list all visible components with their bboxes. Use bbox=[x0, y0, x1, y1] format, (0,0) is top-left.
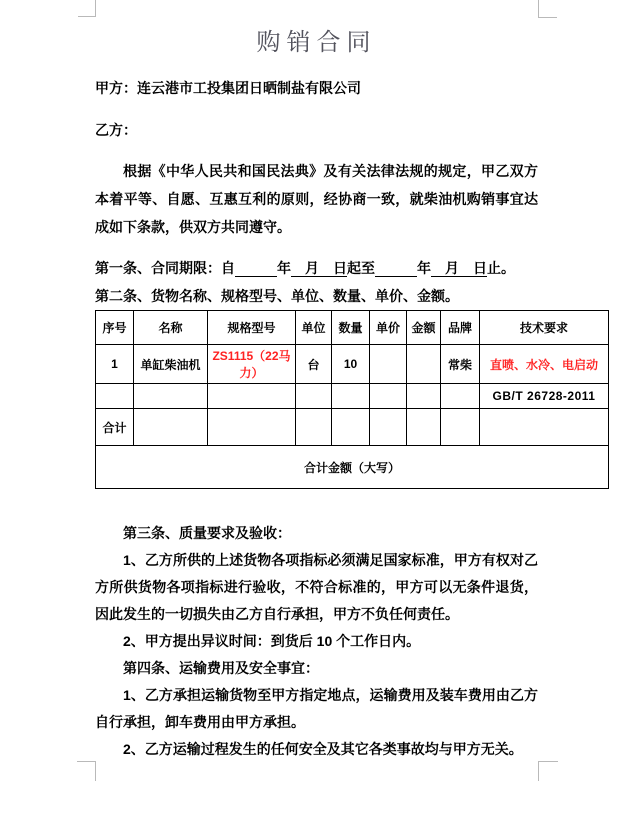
cell-empty bbox=[407, 409, 441, 446]
header-seq: 序号 bbox=[96, 311, 134, 345]
blank-year-start bbox=[235, 260, 277, 277]
clause-1-label: 第一条、合同期限： bbox=[95, 260, 221, 276]
margin-crop-mark-bottom-left bbox=[77, 761, 96, 781]
cell-empty bbox=[370, 409, 407, 446]
cell-empty bbox=[370, 384, 407, 409]
clause-2-heading: 第二条、货物名称、规格型号、单位、数量、单价、金额。 bbox=[95, 288, 459, 304]
clause-4-item-2: 2、乙方运输过程发生的任何安全及其它各类事故均与甲方无关。 bbox=[123, 741, 523, 757]
document-content bbox=[95, 0, 598, 763]
cell-qty: 10 bbox=[332, 345, 370, 384]
cell-empty bbox=[407, 384, 441, 409]
header-amount: 金额 bbox=[407, 311, 441, 345]
party-a-line: 甲方：连云港市工投集团日晒制盐有限公司 bbox=[95, 80, 361, 96]
header-spec: 规格型号 bbox=[208, 311, 296, 345]
clause-1-term-line bbox=[95, 254, 538, 282]
goods-table bbox=[95, 310, 609, 489]
clause-1-text: 年 bbox=[277, 260, 291, 276]
cell-unit-price bbox=[370, 345, 407, 384]
cell-empty bbox=[134, 409, 208, 446]
preamble-paragraph: 根据《中华人民共和国民法典》及有关法律法规的规定，甲乙双方本着平等、自愿、互惠互利的原则，经协商一致，就柴油机购销事宜达成如下条款，供双方共同遵守。 bbox=[95, 163, 538, 235]
header-unit-price: 单价 bbox=[370, 311, 407, 345]
blank-year-end bbox=[375, 260, 417, 277]
cell-unit: 台 bbox=[296, 345, 332, 384]
cell-name: 单缸柴油机 bbox=[134, 345, 208, 384]
party-b-line: 乙方： bbox=[95, 122, 137, 138]
blank-month-day-end: 月 日 bbox=[431, 260, 487, 276]
cell-empty bbox=[332, 409, 370, 446]
cell-empty bbox=[441, 409, 480, 446]
header-brand: 品牌 bbox=[441, 311, 480, 345]
table-row-standard bbox=[96, 384, 609, 409]
cell-amount bbox=[407, 345, 441, 384]
table-row-total bbox=[96, 409, 609, 446]
cell-tech: 直喷、水冷、电启动 bbox=[480, 345, 609, 384]
cell-total-label: 合计 bbox=[96, 409, 134, 446]
clause-3-heading: 第三条、质量要求及验收： bbox=[123, 525, 291, 541]
clause-4-item-1: 1、乙方承担运输货物至甲方指定地点，运输费用及装车费用由乙方自行承担，卸车费用由甲方承担。 bbox=[95, 687, 538, 730]
cell-empty bbox=[208, 384, 296, 409]
clause-4-heading: 第四条、运输费用及安全事宜： bbox=[123, 660, 319, 676]
header-qty: 数量 bbox=[332, 311, 370, 345]
clause-3-item-1: 1、乙方所供的上述货物各项指标必须满足国家标准，甲方有权对乙方所供货物各项指标进行验收，不符合标准的，甲方可以无条件退货，因此发生的一切损失由乙方自行承担，甲方不负任何责任。 bbox=[95, 552, 538, 622]
cell-empty bbox=[96, 384, 134, 409]
cell-empty bbox=[208, 409, 296, 446]
cell-empty bbox=[332, 384, 370, 409]
blank-month-day-start: 月 日 bbox=[291, 260, 347, 276]
table-row-item-1 bbox=[96, 345, 609, 384]
cell-total-in-words: 合计金额（大写） bbox=[96, 446, 609, 489]
cell-seq: 1 bbox=[96, 345, 134, 384]
cell-empty bbox=[296, 384, 332, 409]
clause-1-text: 止。 bbox=[487, 260, 515, 276]
margin-crop-mark-top-right bbox=[538, 0, 557, 18]
cell-empty bbox=[296, 409, 332, 446]
cell-tech-standard: GB/T 26728-2011 bbox=[480, 384, 609, 409]
cell-empty bbox=[134, 384, 208, 409]
cell-empty bbox=[441, 384, 480, 409]
clause-3-item-2: 2、甲方提出异议时间：到货后 10 个工作日内。 bbox=[123, 633, 421, 649]
document-title: 购销合同 bbox=[256, 30, 377, 56]
header-unit: 单位 bbox=[296, 311, 332, 345]
table-header-row bbox=[96, 311, 609, 345]
cell-spec: ZS1115（22马力） bbox=[208, 345, 296, 384]
clause-1-text: 起至 bbox=[347, 260, 375, 276]
header-tech: 技术要求 bbox=[480, 311, 609, 345]
clause-1-text: 自 bbox=[221, 260, 235, 276]
clause-1-text: 年 bbox=[417, 260, 431, 276]
margin-crop-mark-bottom-right bbox=[538, 761, 558, 781]
margin-crop-mark-top-left bbox=[78, 0, 96, 17]
header-name: 名称 bbox=[134, 311, 208, 345]
table-row-total-in-words bbox=[96, 446, 609, 489]
cell-empty bbox=[480, 409, 609, 446]
cell-brand: 常柴 bbox=[441, 345, 480, 384]
